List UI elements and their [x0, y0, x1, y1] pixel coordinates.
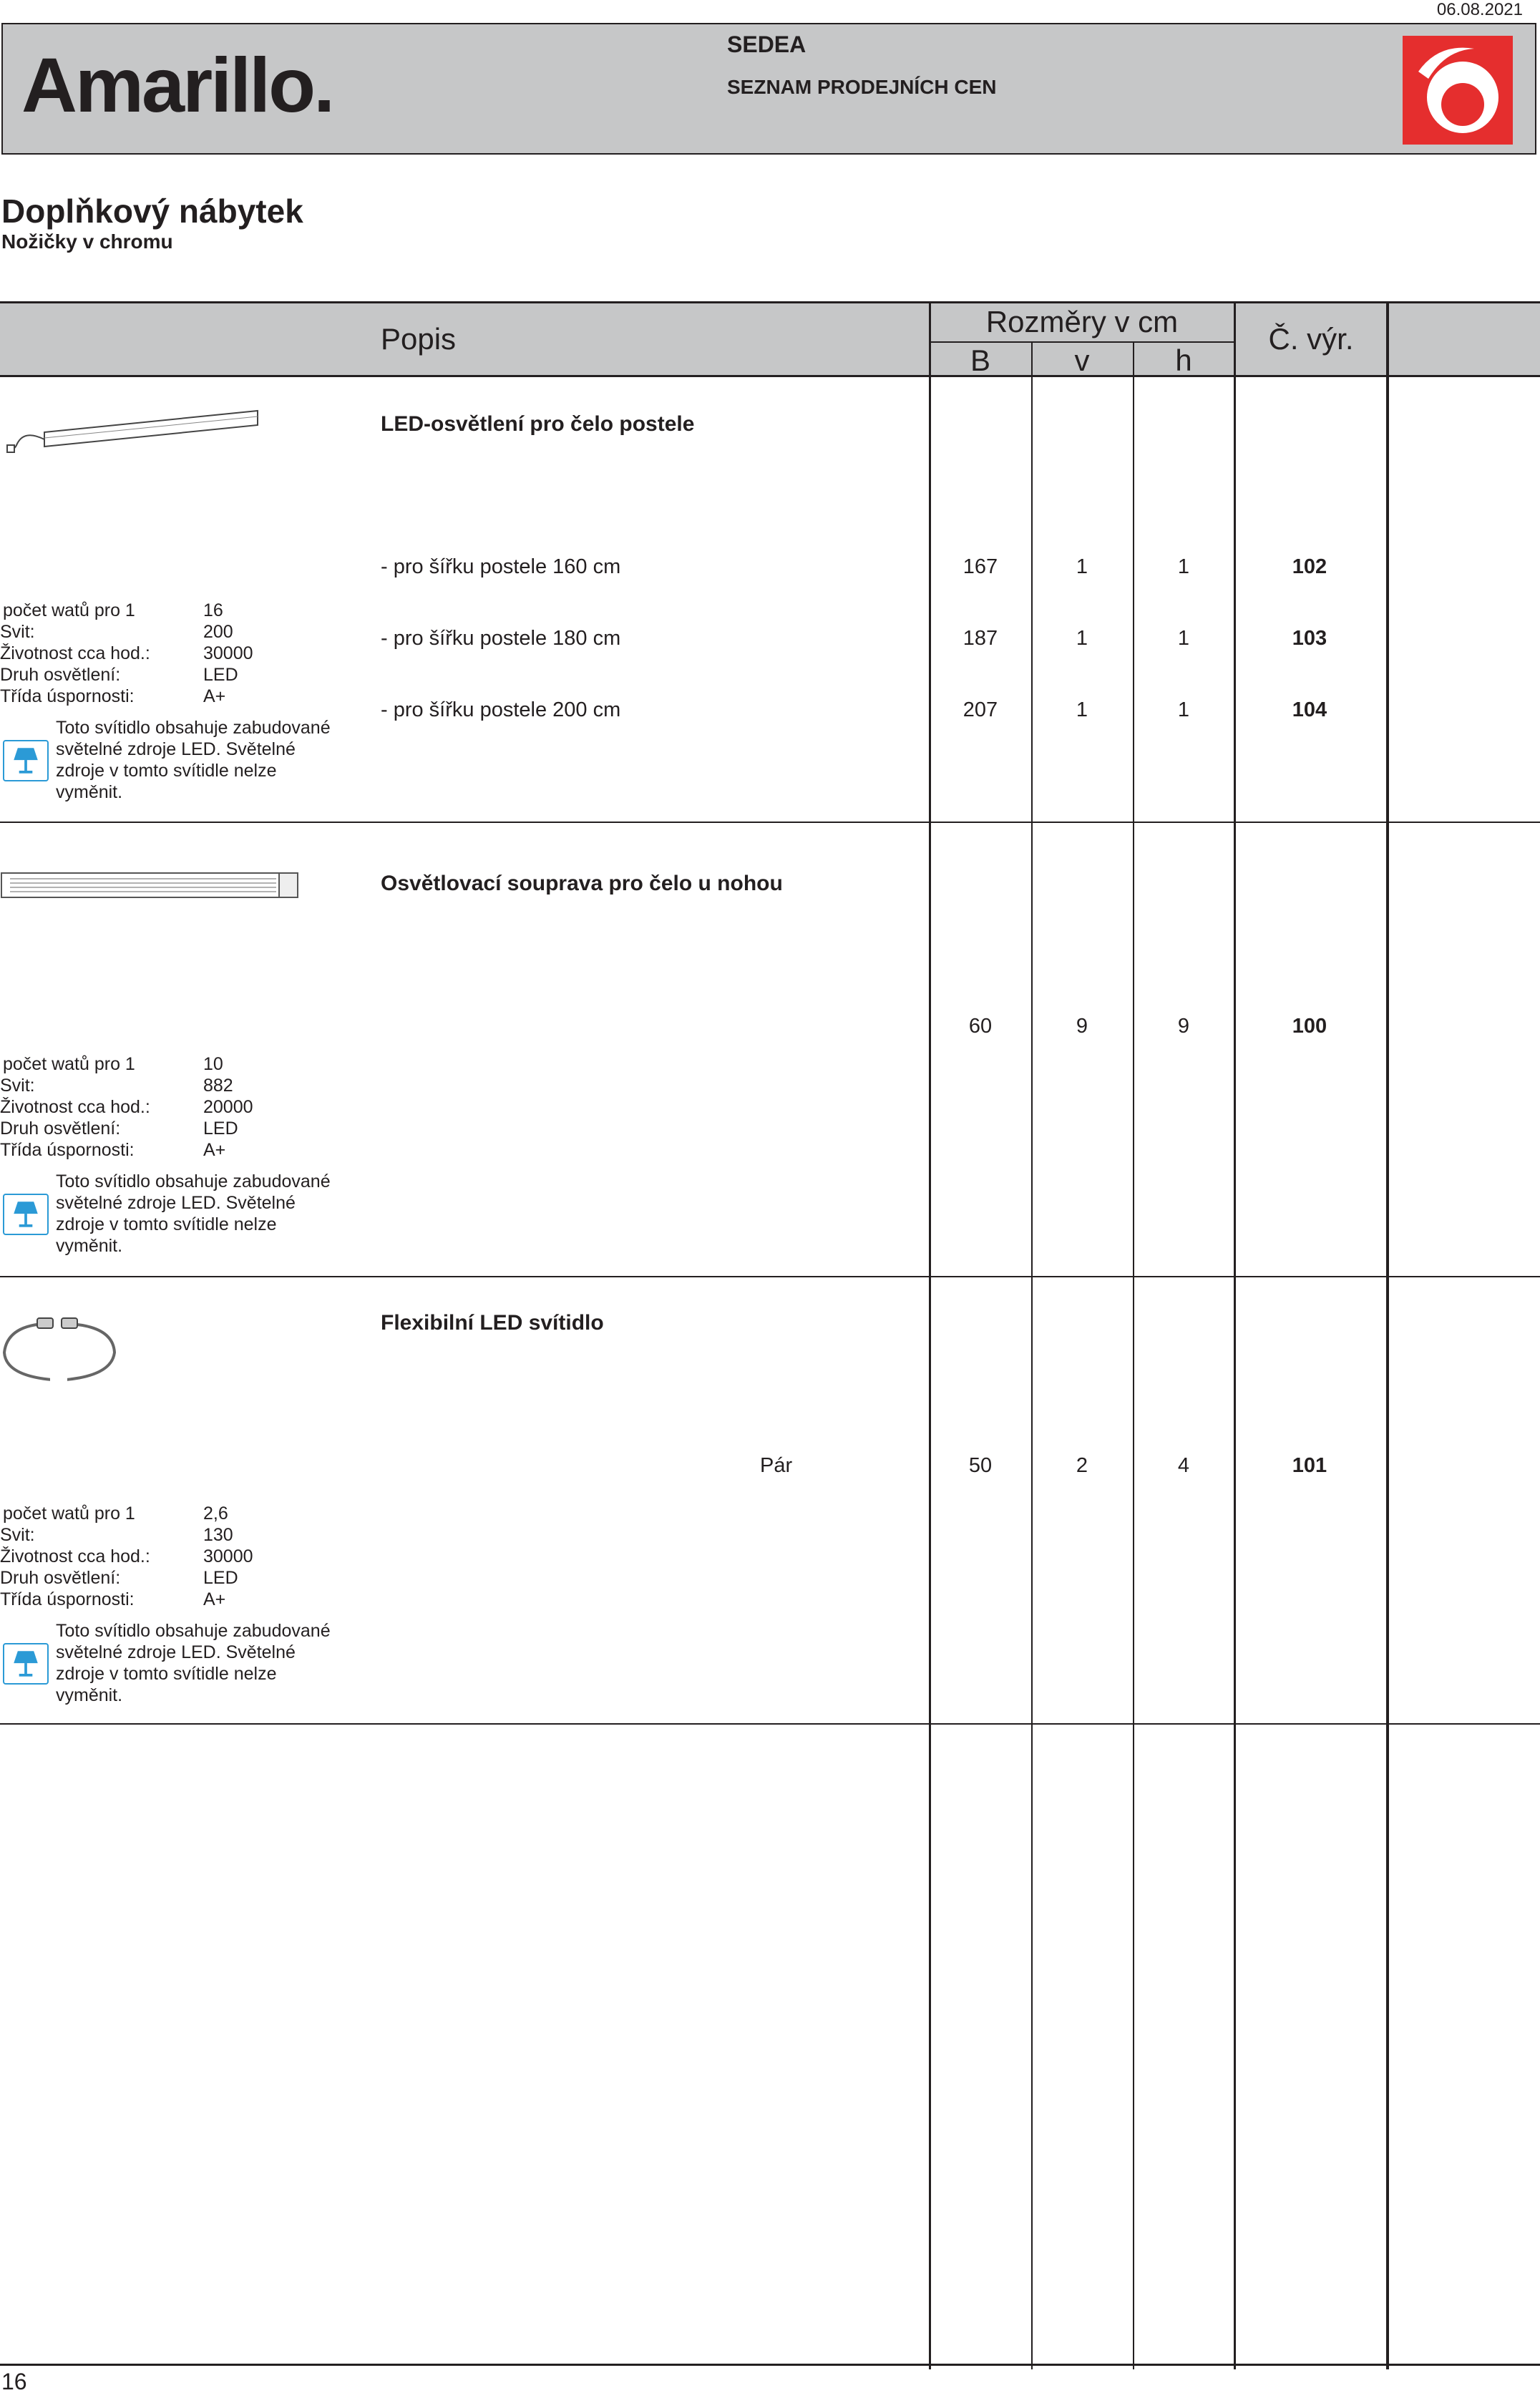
variant-b: 187 [962, 627, 998, 650]
product-title: Osvětlovací souprava pro čelo u nohou [381, 872, 783, 895]
variant-h: 1 [1177, 627, 1190, 650]
row-separator [0, 822, 1540, 823]
spec-label-svit: Svit: [0, 1525, 35, 1545]
spec-value-druh: LED [203, 665, 238, 685]
spec-label-zivotnost: Životnost cca hod.: [0, 643, 150, 663]
variant-code: 102 [1292, 555, 1327, 578]
page-number: 16 [1, 2369, 27, 2394]
product-title: LED-osvětlení pro čelo postele [381, 412, 695, 436]
spec-label-druh: Druh osvětlení: [0, 1118, 121, 1139]
variant-v: 9 [1076, 1015, 1088, 1038]
row-separator [0, 1723, 1540, 1725]
variant-desc: - pro šířku postele 180 cm [381, 627, 621, 650]
spec-label-zivotnost: Životnost cca hod.: [0, 1097, 150, 1117]
price-list-subtitle: SEZNAM PRODEJNÍCH CEN [727, 76, 997, 98]
variant-code: 104 [1292, 698, 1327, 721]
spec-label-watts: počet watů pro 1 [3, 1054, 135, 1074]
spec-label-svit: Svit: [0, 1076, 35, 1096]
column-line [929, 301, 931, 2369]
document-date: 06.08.2021 [1436, 0, 1523, 19]
category-title: Doplňkový nábytek [1, 192, 303, 230]
bottom-rule [0, 2364, 1540, 2366]
header-b: B [970, 343, 990, 377]
spec-value-svit: 882 [203, 1076, 233, 1096]
variant-desc: - pro šířku postele 160 cm [381, 555, 621, 578]
variant-v: 1 [1076, 627, 1088, 650]
variant-h: 1 [1177, 698, 1190, 721]
brand-logo-text: Amarillo. [21, 42, 333, 128]
variant-code: 103 [1292, 627, 1327, 650]
spec-label-druh: Druh osvětlení: [0, 665, 121, 685]
variant-b: 60 [968, 1015, 993, 1038]
lamp-icon [3, 740, 49, 781]
spec-value-watts: 10 [203, 1054, 223, 1074]
variant-h: 9 [1177, 1015, 1190, 1038]
column-line [1386, 301, 1389, 2369]
lamp-icon [3, 1194, 49, 1235]
variant-v: 2 [1076, 1454, 1088, 1477]
spec-label-watts: počet watů pro 1 [3, 1503, 135, 1524]
variant-h: 1 [1177, 555, 1190, 578]
spec-label-trida: Třída úspornosti: [0, 1140, 135, 1160]
spec-value-watts: 16 [203, 600, 223, 620]
variant-desc: - pro šířku postele 200 cm [381, 698, 621, 721]
spec-value-zivotnost: 30000 [203, 643, 253, 663]
flexible-lamp-icon [0, 1314, 122, 1393]
spec-label-watts: počet watů pro 1 [3, 600, 135, 620]
header-cislo: Č. výr. [1268, 322, 1354, 356]
spec-label-trida: Třída úspornosti: [0, 686, 135, 706]
spec-value-trida: A+ [203, 686, 226, 706]
spec-label-druh: Druh osvětlení: [0, 1568, 121, 1588]
spec-value-watts: 2,6 [203, 1503, 228, 1524]
variant-desc: Pár [760, 1454, 793, 1477]
spec-value-trida: A+ [203, 1589, 226, 1609]
spec-label-zivotnost: Životnost cca hod.: [0, 1546, 150, 1566]
variant-code: 101 [1292, 1454, 1327, 1477]
header-h: h [1175, 343, 1192, 377]
spec-label-svit: Svit: [0, 622, 35, 642]
variant-h: 4 [1177, 1454, 1190, 1477]
energy-note: Toto svítidlo obsahuje zabudované světelné zdroje LED. Světelné zdroje v tomto svítidle nelze vyměnit. [56, 1621, 331, 1705]
spec-value-druh: LED [203, 1118, 238, 1139]
spec-value-trida: A+ [203, 1140, 226, 1160]
collection-title: SEDEA [727, 31, 806, 57]
spec-value-svit: 200 [203, 622, 233, 642]
category-subtitle: Nožičky v chromu [1, 230, 173, 253]
variant-v: 1 [1076, 698, 1088, 721]
variant-b: 50 [968, 1454, 993, 1477]
company-logo-icon [1403, 36, 1513, 145]
spec-label-trida: Třída úspornosti: [0, 1589, 135, 1609]
energy-note: Toto svítidlo obsahuje zabudované světelné zdroje LED. Světelné zdroje v tomto svítidle nelze vyměnit. [56, 1171, 331, 1256]
led-bar-icon [3, 401, 260, 458]
light-strip-icon [0, 870, 301, 902]
spec-value-druh: LED [203, 1568, 238, 1588]
header-rozmery: Rozměry v cm [985, 305, 1179, 338]
lamp-icon [3, 1643, 49, 1685]
spec-value-zivotnost: 30000 [203, 1546, 253, 1566]
header-v: v [1074, 343, 1090, 377]
product-title: Flexibilní LED svítidlo [381, 1311, 604, 1335]
column-line [1234, 301, 1236, 2369]
spec-value-svit: 130 [203, 1525, 233, 1545]
header-popis: Popis [381, 322, 457, 356]
variant-code: 100 [1292, 1015, 1327, 1038]
energy-note: Toto svítidlo obsahuje zabudované světelné zdroje LED. Světelné zdroje v tomto svítidle nelze vyměnit. [56, 718, 331, 802]
variant-b: 207 [962, 698, 998, 721]
row-separator [0, 1276, 1540, 1277]
variant-b: 167 [962, 555, 998, 578]
spec-value-zivotnost: 20000 [203, 1097, 253, 1117]
variant-v: 1 [1076, 555, 1088, 578]
header-subrule [930, 341, 1234, 343]
